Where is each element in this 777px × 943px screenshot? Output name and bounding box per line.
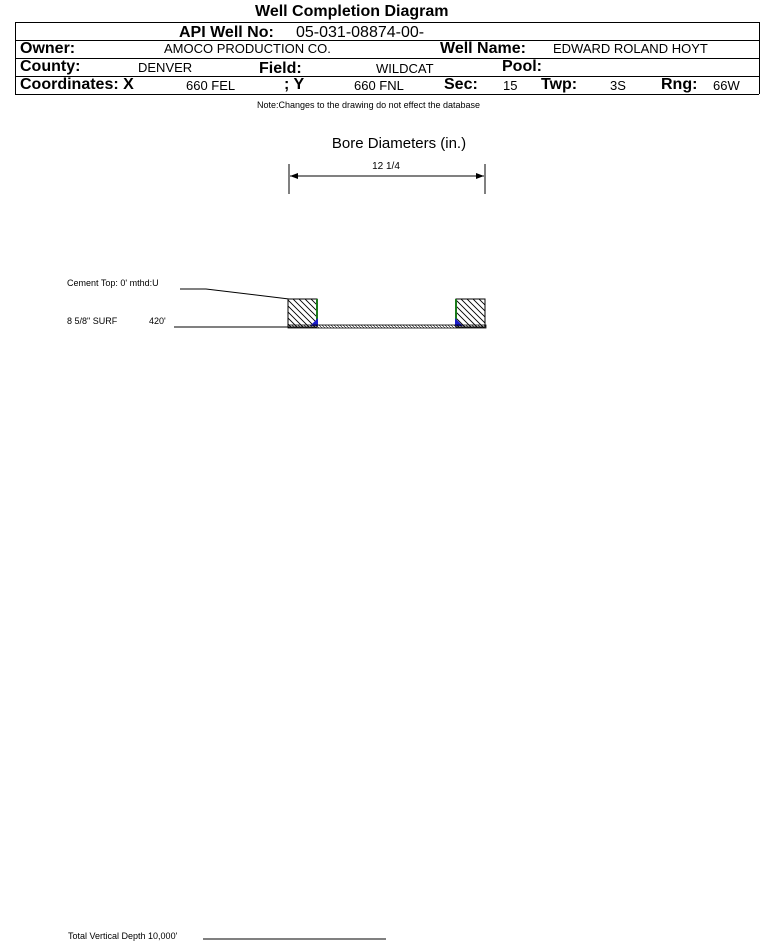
- dimension-right-arrow: [476, 173, 484, 179]
- casing-bottom-plug: [288, 325, 486, 328]
- coordinates-x-label: Coordinates: X: [20, 76, 134, 93]
- surface-casing: [288, 299, 486, 328]
- pool-label: Pool:: [502, 58, 542, 75]
- bore-diameter-label: 12 1/4: [372, 161, 400, 172]
- county-value: DENVER: [138, 60, 193, 75]
- coordinates-y-value: 660 FNL: [354, 78, 404, 93]
- section-value: 15: [503, 78, 518, 93]
- range-label: Rng:: [661, 76, 698, 93]
- section-label: Sec:: [444, 76, 478, 93]
- well-name-value: EDWARD ROLAND HOYT: [553, 41, 708, 56]
- owner-label: Owner:: [20, 40, 76, 57]
- cement-top-leader: [180, 289, 289, 299]
- well-name-label: Well Name:: [440, 40, 526, 57]
- field-label: Field:: [259, 60, 302, 77]
- owner-value: AMOCO PRODUCTION CO.: [164, 41, 331, 56]
- cement-top-label: Cement Top: 0' mthd:U: [67, 278, 159, 288]
- casing-label: 8 5/8" SURF: [67, 316, 118, 326]
- total-depth-label: Total Vertical Depth 10,000': [68, 931, 178, 941]
- county-label: County:: [20, 58, 81, 75]
- casing-depth: 420': [149, 316, 166, 326]
- field-value: WILDCAT: [376, 61, 434, 76]
- range-value: 66W: [713, 78, 740, 93]
- bore-diameters-title: Bore Diameters (in.): [331, 135, 467, 152]
- coordinates-y-label: ; Y: [284, 76, 305, 93]
- dimension-left-arrow: [290, 173, 298, 179]
- left-cement-annulus: [288, 299, 317, 327]
- api-well-label: API Well No:: [179, 24, 274, 41]
- page-title: Well Completion Diagram: [255, 3, 449, 20]
- coordinates-x-value: 660 FEL: [186, 78, 236, 93]
- api-well-value: 05-031-08874-00-: [296, 24, 425, 41]
- township-value: 3S: [610, 78, 626, 93]
- township-label: Twp:: [541, 76, 578, 93]
- database-note: Note:Changes to the drawing do not effect the database: [257, 100, 480, 110]
- right-cement-annulus: [456, 299, 485, 327]
